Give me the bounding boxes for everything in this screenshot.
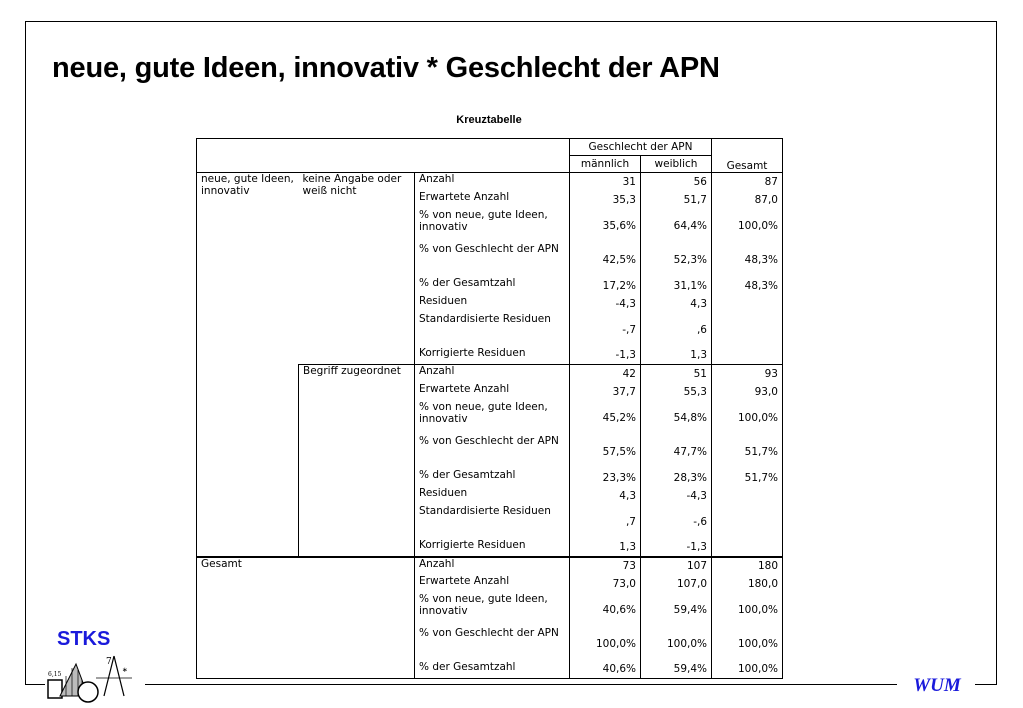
value-cell: 40,6% bbox=[570, 661, 641, 679]
value-cell: 28,3% bbox=[641, 469, 712, 487]
value-cell: ,7 bbox=[570, 505, 641, 539]
value-cell: 48,3% bbox=[712, 277, 783, 295]
value-cell: 51,7 bbox=[641, 191, 712, 209]
frame-right-line bbox=[996, 21, 997, 684]
value-cell: 107 bbox=[641, 557, 712, 575]
stat-label: Erwartete Anzahl bbox=[415, 191, 570, 209]
value-cell bbox=[712, 505, 783, 539]
table-caption: Kreuztabelle bbox=[456, 114, 522, 126]
value-cell: 37,7 bbox=[570, 383, 641, 401]
crosstab-body bbox=[197, 139, 783, 679]
value-cell: 107,0 bbox=[641, 575, 712, 593]
page-title: neue, gute Ideen, innovativ * Geschlecht der APN bbox=[52, 52, 720, 84]
value-cell: 59,4% bbox=[641, 593, 712, 627]
header-blank bbox=[712, 139, 783, 156]
value-cell: 100,0% bbox=[570, 627, 641, 661]
stat-label: % von Geschlecht der APN bbox=[415, 243, 570, 277]
value-cell: 64,4% bbox=[641, 209, 712, 243]
value-cell: 45,2% bbox=[570, 401, 641, 435]
value-cell: -1,3 bbox=[641, 539, 712, 557]
svg-text:∗: ∗ bbox=[122, 666, 128, 674]
value-cell: 55,3 bbox=[641, 383, 712, 401]
value-cell: 100,0% bbox=[712, 661, 783, 679]
category-label: Begriff zugeordnet bbox=[299, 365, 415, 557]
value-cell: 51,7% bbox=[712, 469, 783, 487]
stat-label: % von Geschlecht der APN bbox=[415, 435, 570, 469]
value-cell: 40,6% bbox=[570, 593, 641, 627]
value-cell: 100,0% bbox=[712, 401, 783, 435]
stat-label: Korrigierte Residuen bbox=[415, 539, 570, 557]
stks-logo-art bbox=[46, 650, 136, 705]
value-cell: 73 bbox=[570, 557, 641, 575]
value-cell: -,7 bbox=[570, 313, 641, 347]
value-cell: 35,6% bbox=[570, 209, 641, 243]
value-cell: 52,3% bbox=[641, 243, 712, 277]
footer-rule-left bbox=[25, 684, 45, 685]
stat-label: % der Gesamtzahl bbox=[415, 661, 570, 679]
stat-label: Standardisierte Residuen bbox=[415, 505, 570, 539]
frame-top-line bbox=[25, 21, 997, 22]
stat-label: Erwartete Anzahl bbox=[415, 383, 570, 401]
footer-rule-right bbox=[975, 684, 997, 685]
value-cell: 31,1% bbox=[641, 277, 712, 295]
value-cell: -4,3 bbox=[641, 487, 712, 505]
value-cell: 87,0 bbox=[712, 191, 783, 209]
stat-label: Anzahl bbox=[415, 365, 570, 383]
stat-label: % der Gesamtzahl bbox=[415, 469, 570, 487]
value-cell: -,6 bbox=[641, 505, 712, 539]
value-cell: 4,3 bbox=[641, 295, 712, 313]
value-cell: 42,5% bbox=[570, 243, 641, 277]
group-header: Geschlecht der APN bbox=[570, 139, 712, 156]
wum-logo bbox=[905, 672, 969, 696]
value-cell: 54,8% bbox=[641, 401, 712, 435]
value-cell: 17,2% bbox=[570, 277, 641, 295]
value-cell: 31 bbox=[570, 173, 641, 191]
value-cell: 73,0 bbox=[570, 575, 641, 593]
value-cell: 47,7% bbox=[641, 435, 712, 469]
col-header-maennlich: männlich bbox=[570, 156, 641, 173]
stat-label: % von neue, gute Ideen, innovativ bbox=[415, 401, 570, 435]
value-cell: 23,3% bbox=[570, 469, 641, 487]
category-label: keine Angabe oder weiß nicht bbox=[299, 173, 415, 365]
value-cell: 48,3% bbox=[712, 243, 783, 277]
stat-label: Korrigierte Residuen bbox=[415, 347, 570, 365]
value-cell: 35,3 bbox=[570, 191, 641, 209]
stks-art-number-7: 7 bbox=[106, 657, 112, 667]
value-cell: 57,5% bbox=[570, 435, 641, 469]
value-cell: 59,4% bbox=[641, 661, 712, 679]
footer-rule bbox=[145, 684, 897, 685]
header-corner bbox=[197, 139, 570, 156]
col-header-weiblich: weiblich bbox=[641, 156, 712, 173]
value-cell: 93 bbox=[712, 365, 783, 383]
stat-label: % von Geschlecht der APN bbox=[415, 627, 570, 661]
stks-art-number-615: 6,15 bbox=[48, 671, 62, 678]
value-cell: 4,3 bbox=[570, 487, 641, 505]
value-cell bbox=[712, 539, 783, 557]
value-cell: 100,0% bbox=[641, 627, 712, 661]
stat-label: % von neue, gute Ideen, innovativ bbox=[415, 209, 570, 243]
stat-label: Anzahl bbox=[415, 173, 570, 191]
stat-label: Anzahl bbox=[415, 557, 570, 575]
value-cell bbox=[712, 347, 783, 365]
row-var-label: neue, gute Ideen, innovativ bbox=[197, 173, 299, 557]
value-cell bbox=[712, 295, 783, 313]
value-cell: 100,0% bbox=[712, 593, 783, 627]
table-row bbox=[197, 557, 783, 575]
value-cell: 51,7% bbox=[712, 435, 783, 469]
value-cell: ,6 bbox=[641, 313, 712, 347]
value-cell: 180 bbox=[712, 557, 783, 575]
value-cell: 51 bbox=[641, 365, 712, 383]
stat-label: Residuen bbox=[415, 295, 570, 313]
value-cell: 1,3 bbox=[570, 539, 641, 557]
frame-left-line bbox=[25, 21, 26, 684]
stat-label: Standardisierte Residuen bbox=[415, 313, 570, 347]
stks-logo-text: STKS bbox=[57, 628, 111, 650]
value-cell: 42 bbox=[570, 365, 641, 383]
value-cell: -4,3 bbox=[570, 295, 641, 313]
stat-label: % von neue, gute Ideen, innovativ bbox=[415, 593, 570, 627]
value-cell: 87 bbox=[712, 173, 783, 191]
crosstab-table bbox=[196, 138, 783, 679]
stat-label: Erwartete Anzahl bbox=[415, 575, 570, 593]
value-cell bbox=[712, 313, 783, 347]
header-corner-2 bbox=[197, 156, 570, 173]
value-cell: 100,0% bbox=[712, 209, 783, 243]
value-cell: 180,0 bbox=[712, 575, 783, 593]
value-cell: 1,3 bbox=[641, 347, 712, 365]
wum-logo-text: WUM bbox=[913, 675, 961, 696]
header-row-1 bbox=[197, 139, 783, 156]
stat-label: % der Gesamtzahl bbox=[415, 277, 570, 295]
value-cell bbox=[712, 487, 783, 505]
value-cell: -1,3 bbox=[570, 347, 641, 365]
col-header-gesamt: Gesamt bbox=[712, 156, 783, 173]
stat-label: Residuen bbox=[415, 487, 570, 505]
value-cell: 93,0 bbox=[712, 383, 783, 401]
table-row bbox=[197, 173, 783, 191]
value-cell: 56 bbox=[641, 173, 712, 191]
header-row-2 bbox=[197, 156, 783, 173]
value-cell: 100,0% bbox=[712, 627, 783, 661]
row-var-label-total: Gesamt bbox=[197, 557, 415, 679]
